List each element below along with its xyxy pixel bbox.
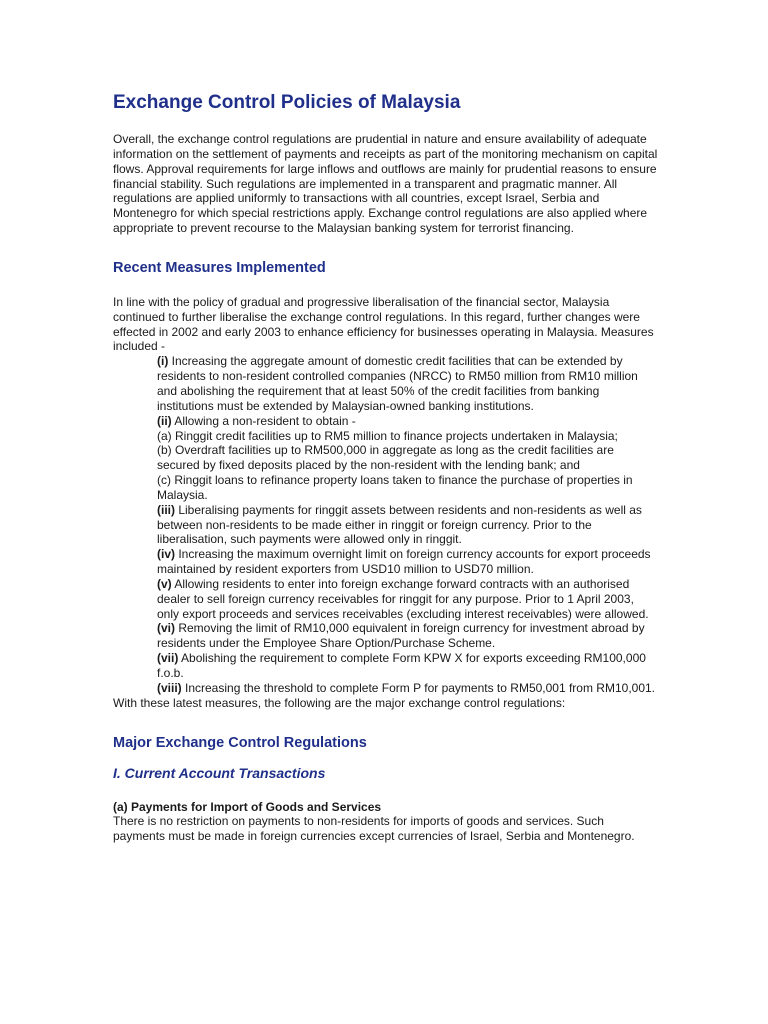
current-account-heading: I. Current Account Transactions: [113, 764, 326, 781]
measure-subitem: (c) Ringgit loans to refinance property loans taken to finance the purchase of properties in Malaysia.: [157, 473, 633, 502]
measure-number: (ii): [157, 413, 172, 428]
measure-item: [157, 681, 658, 696]
page-title: Exchange Control Policies of Malaysia: [113, 92, 461, 113]
measure-item: [157, 503, 658, 548]
measures-conclusion: With these latest measures, the following are the major exchange control regulations:: [113, 695, 566, 710]
measure-item: [157, 354, 658, 413]
measure-subitem: (a) Ringgit credit facilities up to RM5 million to finance projects undertaken in Malaysia;: [157, 428, 618, 443]
measure-text: Increasing the maximum overnight limit on foreign currency accounts for export proceeds maintained by resident exporters from USD10 million to USD70 million.: [157, 547, 651, 577]
measure-number: (iii): [157, 502, 175, 517]
measure-item: [157, 621, 658, 651]
measure-subitem: (b) Overdraft facilities up to RM500,000 in aggregate as long as the credit facilities are secured by fixed deposits placed by the non-resident with the lending bank; and: [157, 443, 614, 473]
intro-paragraph: Overall, the exchange control regulations are prudential in nature and ensure availability of adequate information on the settlement of payments and receipts as part of the monitoring mechanism on capital flows. Approval requirements for large inflows and outflows are mainly for prudential reasons to ensure financial stability. Such regulations are implemented in a transparent and pragmatic manner. All regulations are applied uniformly to transactions with all countries, except Israel, Serbia and Montenegro for which special restrictions apply. Exchange control regulations are also applied where appropriate to prevent recourse to the Malaysian banking system for terrorist financing.: [113, 132, 658, 236]
recent-measures-heading: Recent Measures Implemented: [113, 259, 326, 276]
measure-number: (i): [157, 354, 169, 369]
recent-measures-lead: In line with the policy of gradual and progressive liberalisation of the financial sector, Malaysia continued to further liberalise the exchange control regulations. In this regard, further changes were effected in 2002 and early 2003 to enhance efficiency for businesses operating in Malaysia. Measures included -: [113, 294, 654, 354]
measure-number: (vii): [157, 651, 179, 666]
measures-list: [157, 354, 658, 695]
measure-item: [157, 577, 658, 622]
measure-text: Increasing the threshold to complete Form P for payments to RM50,001 from RM10,001.: [181, 680, 656, 695]
measure-number: (viii): [157, 680, 182, 695]
measure-item: [157, 547, 658, 577]
measure-item: [157, 651, 658, 681]
measure-text: Increasing the aggregate amount of domestic credit facilities that can be extended by residents to non-resident controlled companies (NRCC) to RM50 million from RM10 million and abolishing the requirement that at least 50% of the credit facilities from banking institutions must be extended by Malaysian-owned banking institutions.: [157, 354, 638, 413]
measure-text: Allowing a non-resident to obtain -: [171, 413, 356, 428]
measure-text: Removing the limit of RM10,000 equivalent in foreign currency for investment abroad by residents under the Employee Share Option/Purchase Scheme.: [157, 621, 645, 651]
import-payments-body: There is no restriction on payments to non-residents for imports of goods and services. Such payments must be made in foreign currencies except currencies of Israel, Serbia and Montenegro.: [113, 814, 635, 844]
measure-number: (iv): [157, 547, 175, 562]
measure-text: Liberalising payments for ringgit assets between residents and non-residents as well as between non-residents to be made either in ringgit or foreign currency. Prior to the liberalisation, such payments were allowed only in ringgit.: [157, 502, 642, 547]
measure-number: (v): [157, 576, 172, 591]
import-payments-title: (a) Payments for Import of Goods and Services: [113, 799, 382, 814]
document-page: [113, 88, 658, 844]
measure-text: Abolishing the requirement to complete Form KPW X for exports exceeding RM100,000 f.o.b.: [157, 651, 646, 680]
measure-item: [157, 414, 658, 429]
measure-number: (vi): [157, 621, 175, 636]
major-regulations-heading: Major Exchange Control Regulations: [113, 734, 367, 751]
measure-text: Allowing residents to enter into foreign exchange forward contracts with an authorised dealer to sell foreign currency receivables for ringgit for any purpose. Prior to 1 April 2003, only export proceeds and services receivables (excluding interest receivables) were allowed.: [157, 576, 649, 621]
